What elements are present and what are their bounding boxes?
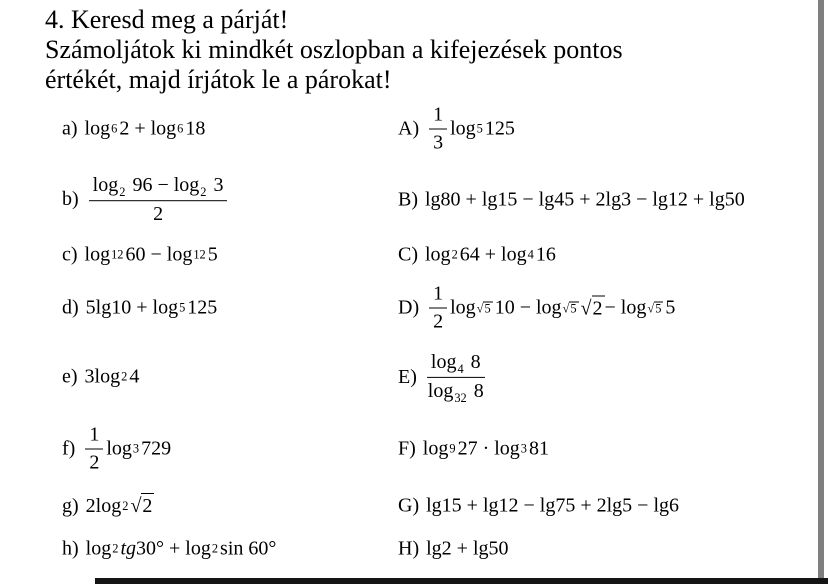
math-expression-d: 5lg10 + log 5 125 [85,296,218,319]
item-label-H: H) [398,537,420,560]
right-scrollbar[interactable] [818,0,824,584]
expression-item-b [62,173,230,227]
expression-item-G [398,494,679,519]
expression-item-A [398,103,515,156]
item-label-d: d) [62,296,79,319]
item-label-b: b) [62,188,79,211]
item-label-A: A) [398,117,420,140]
math-expression-E: $\frac{\log_4 8}{\log_{32} 8}$ [427,350,484,405]
exercise-header [45,5,623,95]
math-expression-F: log 9 27 · log 3 81 [422,437,549,460]
item-label-c: c) [62,243,78,266]
math-expression-D: $\frac{1}{2}$ log √5 10 − log √5 √2 − log √5 5 [426,282,675,335]
item-label-h: h) [62,537,79,560]
math-expression-b: $\frac{\log_2 96 - \log_2 3}{2}$ [86,173,231,227]
math-expression-f: $\frac{1}{2}$ log 3 729 [82,423,171,476]
math-expression-e: 3log 2 4 [84,365,140,388]
item-label-C: C) [398,243,418,266]
expression-item-g [62,493,154,519]
item-label-B: B) [398,188,418,211]
expression-item-D [398,282,675,335]
expression-item-e [62,365,139,390]
item-label-f: f) [62,437,76,460]
expression-item-a [62,117,205,142]
expression-item-f [62,423,171,476]
math-expression-g: 2log 2 √2 [85,494,153,517]
math-expression-C: log 2 64 + log 4 16 [425,243,556,266]
expression-item-B [398,188,745,213]
math-expression-G: lg15 + lg12 − lg75 + 2lg5 − lg6 [426,494,680,517]
instruction-line-1: Számoljátok ki mindkét oszlopban a kifejezések pontos [45,35,623,64]
expression-item-F [398,437,549,462]
instruction-line-2: értékét, majd írjátok le a párokat! [45,65,392,94]
math-expression-a: log 6 2 + log 6 18 [84,117,206,140]
item-label-g: g) [62,494,79,517]
math-expression-H: lg2 + lg50 [426,537,509,560]
item-label-D: D) [398,296,420,319]
expression-item-c [62,243,218,268]
item-label-E: E) [398,365,417,388]
exercise-title: 4. Keresd meg a párját! [45,5,289,34]
item-label-e: e) [62,365,78,388]
math-expression-A: $\frac{1}{3}$ log 5 125 [426,103,515,156]
math-expression-h: log 2 tg 30° + log 2 sin 60° [85,537,277,560]
item-label-G: G) [398,494,420,517]
item-label-a: a) [62,117,78,140]
expression-item-d [62,296,217,321]
expression-item-H [398,537,509,562]
bottom-border-bar [95,578,828,584]
expression-item-h [62,537,276,562]
math-expression-B: lg80 + lg15 − lg45 + 2lg3 − lg12 + lg50 [425,188,745,211]
expression-item-C [398,243,556,268]
item-label-F: F) [398,437,416,460]
math-expression-c: log 12 60 − log 12 5 [84,243,218,266]
expression-item-E [398,350,488,404]
